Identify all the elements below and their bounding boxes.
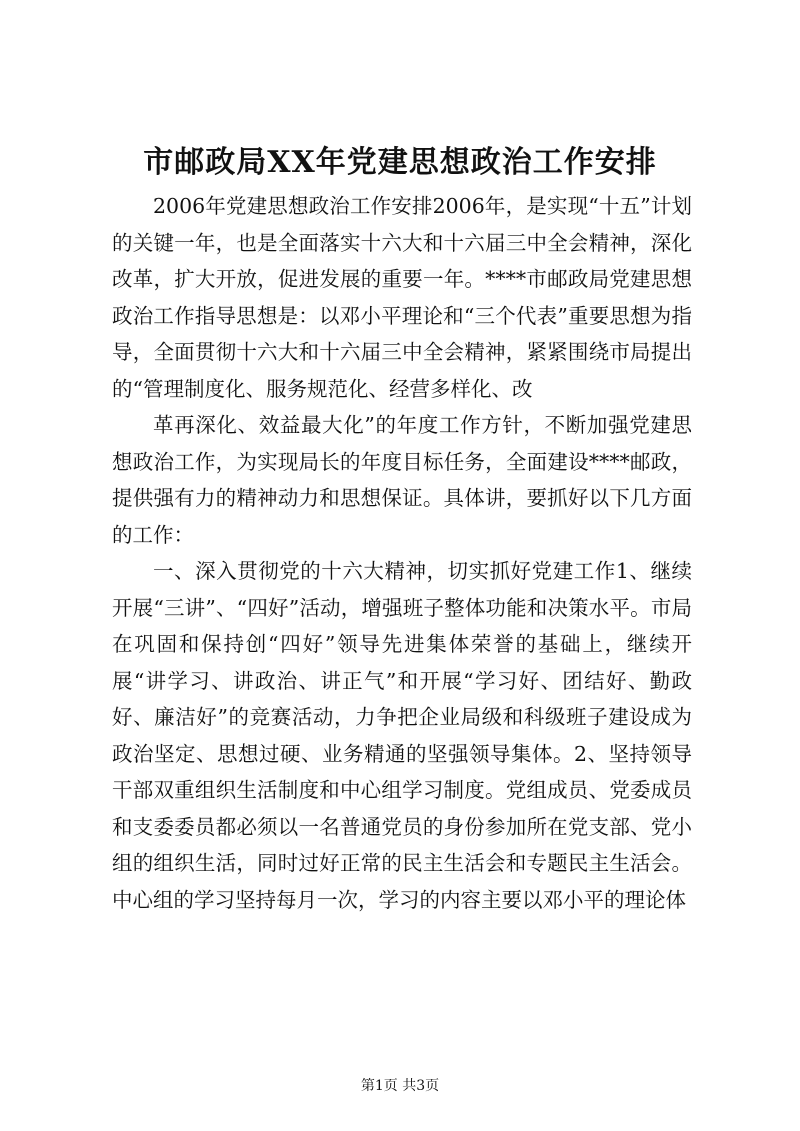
paragraph-section-one: 一、深入贯彻党的十六大精神，切实抓好党建工作1、继续开展“三讲”、“四好”活动，增强班子整体功能和决策水平。市局在巩固和保持创“四好”领导先进集体荣誉的基础上，继续开展“讲学习、讲政治、讲正气”和开展“学习好、团结好、勤政好、廉洁好”的竞赛活动，力争把企业局级和科级班子建设成为政治坚定、思想过硬、业务精通的坚强领导集体。2、坚持领导干部双重组织生活制度和中心组学习制度。党组成员、党委成员和支委委员都必须以一名普通党员的身份参加所在党支部、党小组的组织生活，同时过好正常的民主生活会和专题民主生活会。中心组的学习坚持每月一次，学习的内容主要以邓小平的理论体 — [112, 559, 692, 912]
page-number-footer: 第1页 共3页 — [360, 1078, 440, 1094]
paragraph-intro: 2006年党建思想政治工作安排2006年，是实现“十五”计划的关键一年，也是全面落实十六大和十六届三中全会精神，深化改革，扩大开放，促进发展的重要一年。****市邮政局党建思想政治工作指导思想是：以邓小平理论和“三个代表”重要思想为指导，全面贯彻十六大和十六届三中全会精神，紧紧围绕市局提出的“管理制度化、服务规范化、经营多样化、改 — [112, 194, 692, 401]
paragraph-guideline: 革再深化、效益最大化”的年度工作方针，不断加强党建思想政治工作，为实现局长的年度目标任务，全面建设****邮政，提供强有力的精神动力和思想保证。具体讲，要抓好以下几方面的工作： — [112, 413, 692, 547]
document-title: 市邮政局XX年党建思想政治工作安排 — [143, 145, 657, 180]
document-body — [112, 188, 692, 918]
